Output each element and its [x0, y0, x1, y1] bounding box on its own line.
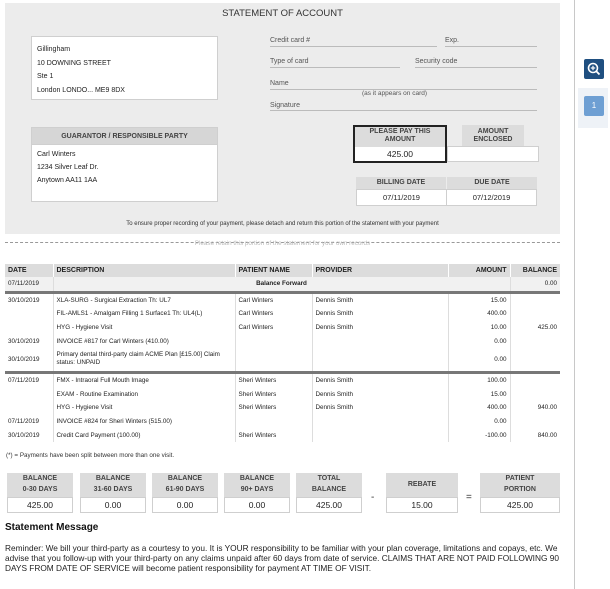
viewer-divider: [574, 0, 575, 589]
cell-description: INVOICE #817 for Carl Winters (410.00): [53, 334, 235, 348]
cell-amount: 400.00: [448, 307, 510, 321]
total-balance-label: [296, 473, 362, 497]
due-date-value: 07/12/2019: [446, 189, 537, 206]
col-balance: BALANCE: [510, 264, 560, 277]
cell-amount: 15.00: [448, 388, 510, 402]
cell-provider: [312, 428, 448, 442]
summary-label-line: BALANCE: [95, 475, 131, 482]
guarantor-box: [31, 144, 218, 202]
cell-balance: 425.00: [510, 321, 560, 335]
cell-provider: [312, 334, 448, 348]
balance-forward-label: Balance Forward: [53, 277, 510, 291]
zoom-in-button[interactable]: [584, 59, 604, 79]
cell-date: [5, 388, 53, 402]
table-row: [5, 388, 560, 402]
cell-balance: [510, 388, 560, 402]
statement-title: STATEMENT OF ACCOUNT: [222, 8, 343, 19]
minus-sign: -: [371, 492, 375, 503]
card-type-field[interactable]: [270, 67, 400, 68]
table-row: [5, 428, 560, 442]
cell-balance: [510, 374, 560, 388]
cell-provider: Dennis Smith: [312, 321, 448, 335]
cell-provider: Dennis Smith: [312, 294, 448, 308]
summary-label-line: BALANCE: [167, 475, 203, 482]
rebate-label: REBATE: [386, 473, 458, 497]
cell-date: [5, 321, 53, 335]
summary-label-line: BALANCE: [311, 486, 347, 493]
detach-note: To ensure proper recording of your payment, please detach and return this portion of the statement with your payment: [126, 221, 439, 227]
summary-label-line: TOTAL: [317, 475, 341, 482]
cell-description: INVOICE #824 for Sheri Winters (515.00): [53, 415, 235, 429]
cell-patient: Sheri Winters: [235, 428, 312, 442]
cell-date: 07/11/2019: [8, 377, 40, 385]
statement-message-title: Statement Message: [5, 522, 99, 533]
cell-balance: 0.00: [510, 277, 560, 291]
col-date: DATE: [5, 264, 53, 277]
please-pay-value: 425.00: [355, 147, 445, 161]
table-footnote: (*) = Payments have been split between more than one visit.: [6, 452, 175, 459]
cell-amount: -100.00: [448, 428, 510, 442]
address-line: Ste 1: [37, 73, 54, 80]
cell-balance: [510, 348, 560, 371]
balance-90-plus-value: 0.00: [224, 497, 290, 513]
transactions-table: [5, 264, 560, 442]
cell-description: FIL-AMLS1 - Amalgam Filling 1 Surface1 Th: UL4(L): [53, 307, 235, 321]
summary-label-line: PATIENT: [505, 475, 535, 482]
security-code-label: Security code: [415, 58, 458, 65]
equals-sign: =: [466, 492, 472, 503]
security-code-field[interactable]: [415, 67, 537, 68]
cell-patient: Sheri Winters: [235, 374, 312, 388]
billing-date-value: 07/11/2019: [356, 189, 447, 206]
cell-balance: 840.00: [510, 428, 560, 442]
cell-balance: [510, 307, 560, 321]
summary-label-line: BALANCE: [239, 475, 275, 482]
cell-description: XLA-SURG - Surgical Extraction Th: UL7: [53, 294, 235, 308]
name-label: Name: [270, 80, 289, 87]
balance-0-30-label: [7, 473, 73, 497]
retain-note: Please retain this portion of the statement for your own records: [194, 240, 371, 247]
table-row: [5, 374, 560, 388]
cell-provider: Dennis Smith: [312, 388, 448, 402]
guarantor-line: Carl Winters: [37, 151, 76, 158]
cell-provider: [312, 415, 448, 429]
cell-description: FMX - Intraoral Full Mouth Image: [53, 374, 235, 388]
col-patient: PATIENT NAME: [235, 264, 312, 277]
table-row: [5, 334, 560, 348]
cell-description: Primary dental third-party claim ACME Plan [£15.00] Claim status: UNPAID: [53, 348, 235, 371]
amount-enclosed-field[interactable]: [447, 146, 539, 162]
summary-label-line: 0-30 DAYS: [22, 486, 58, 493]
table-row: [5, 307, 560, 321]
cell-balance: 940.00: [510, 401, 560, 415]
guarantor-header: GUARANTOR / RESPONSIBLE PARTY: [31, 127, 218, 145]
balance-61-90-value: 0.00: [152, 497, 218, 513]
patient-portion-value: 425.00: [480, 497, 560, 513]
address-line: Gillingham: [37, 46, 71, 53]
cell-amount: 100.00: [448, 374, 510, 388]
signature-label: Signature: [270, 102, 300, 109]
cell-amount: 10.00: [448, 321, 510, 335]
cell-patient: Carl Winters: [235, 321, 312, 335]
cell-date: 07/11/2019: [5, 277, 53, 291]
credit-card-field[interactable]: [270, 46, 437, 47]
table-header-row: [5, 264, 560, 277]
cell-amount: 0.00: [448, 334, 510, 348]
summary-label-line: 31-60 DAYS: [93, 486, 133, 493]
credit-card-label: Credit card #: [270, 37, 311, 44]
cell-date: 07/11/2019: [8, 418, 40, 426]
cell-patient: Sheri Winters: [235, 388, 312, 402]
cell-amount: 0.00: [448, 415, 510, 429]
balance-90-plus-label: [224, 473, 290, 497]
balance-forward-row: [5, 277, 560, 291]
zoom-in-icon: [584, 59, 604, 79]
cell-amount: 400.00: [448, 401, 510, 415]
balance-0-30-value: 425.00: [7, 497, 73, 513]
cell-date: 30/10/2019: [8, 431, 40, 439]
exp-label: Exp.: [445, 37, 460, 44]
cell-amount: 15.00: [448, 294, 510, 308]
amount-enclosed-label: AMOUNT ENCLOSED: [462, 125, 524, 147]
cell-date: 30/10/2019: [8, 355, 40, 363]
cell-date: [5, 307, 53, 321]
name-hint: (as it appears on card): [362, 90, 428, 97]
due-date-label: DUE DATE: [447, 177, 537, 189]
col-provider: PROVIDER: [312, 264, 448, 277]
balance-31-60-value: 0.00: [80, 497, 146, 513]
cell-patient: [235, 415, 312, 429]
cell-balance: [510, 334, 560, 348]
cell-provider: Dennis Smith: [312, 374, 448, 388]
cell-balance: [510, 415, 560, 429]
summary-label-line: PORTION: [504, 486, 536, 493]
total-balance-value: 425.00: [296, 497, 362, 513]
balance-61-90-label: [152, 473, 218, 497]
cell-patient: Sheri Winters: [235, 401, 312, 415]
summary-label-line: BALANCE: [22, 475, 58, 482]
cell-description: EXAM - Routine Examination: [53, 388, 235, 402]
guarantor-line: 1234 Silver Leaf Dr.: [37, 164, 99, 171]
summary-label-line: 61-90 DAYS: [165, 486, 205, 493]
col-amount: AMOUNT: [448, 264, 510, 277]
cell-amount: 0.00: [448, 348, 510, 371]
patient-portion-label: [480, 473, 560, 497]
please-pay-label: PLEASE PAY THIS AMOUNT: [369, 128, 431, 143]
guarantor-line: Anytown AA11 1AA: [37, 177, 98, 184]
cell-provider: [312, 348, 448, 371]
cell-date: [5, 401, 53, 415]
cell-patient: [235, 348, 312, 371]
exp-field[interactable]: [445, 46, 537, 47]
cell-description: Credit Card Payment (100.00): [53, 428, 235, 442]
rebate-value: 15.00: [386, 497, 458, 513]
statement-message-text: Reminder: We bill your third-party as a courtesy to you. It is YOUR responsibility to be familiar with your plan coverage, limitations and copays, etc. We advise that you follow-up with your third-party on any claims unpaid after 60 days from date of service. CLAIMS THAT ARE NOT PAID FOLLOWING 90 DAYS FROM DATE OF SERVICE will become patient responsibility for payment AT TIME OF VISIT.: [5, 543, 559, 573]
cell-description: HYG - Hygiene Visit: [53, 401, 235, 415]
cell-description: HYG - Hygiene Visit: [53, 321, 235, 335]
mailing-address-box: [31, 36, 218, 100]
table-row: [5, 415, 560, 429]
balance-31-60-label: [80, 473, 146, 497]
signature-field[interactable]: [270, 110, 537, 111]
col-description: DESCRIPTION: [53, 264, 235, 277]
cell-date: 30/10/2019: [8, 337, 40, 345]
address-line: 10 DOWNING STREET: [37, 59, 111, 67]
table-row: [5, 294, 560, 308]
address-line: London LONDO... ME9 8DX: [37, 86, 125, 94]
cell-balance: [510, 294, 560, 308]
cell-provider: Dennis Smith: [312, 307, 448, 321]
cell-patient: Carl Winters: [235, 294, 312, 308]
table-row: [5, 401, 560, 415]
cell-date: 30/10/2019: [8, 296, 40, 304]
cell-patient: Carl Winters: [235, 307, 312, 321]
card-type-label: Type of card: [270, 58, 309, 65]
table-row: [5, 348, 560, 371]
table-row: [5, 321, 560, 335]
cell-provider: Dennis Smith: [312, 401, 448, 415]
cell-patient: [235, 334, 312, 348]
page-number-badge[interactable]: 1: [584, 96, 604, 116]
summary-label-line: 90+ DAYS: [240, 486, 274, 493]
billing-date-label: BILLING DATE: [356, 177, 446, 189]
